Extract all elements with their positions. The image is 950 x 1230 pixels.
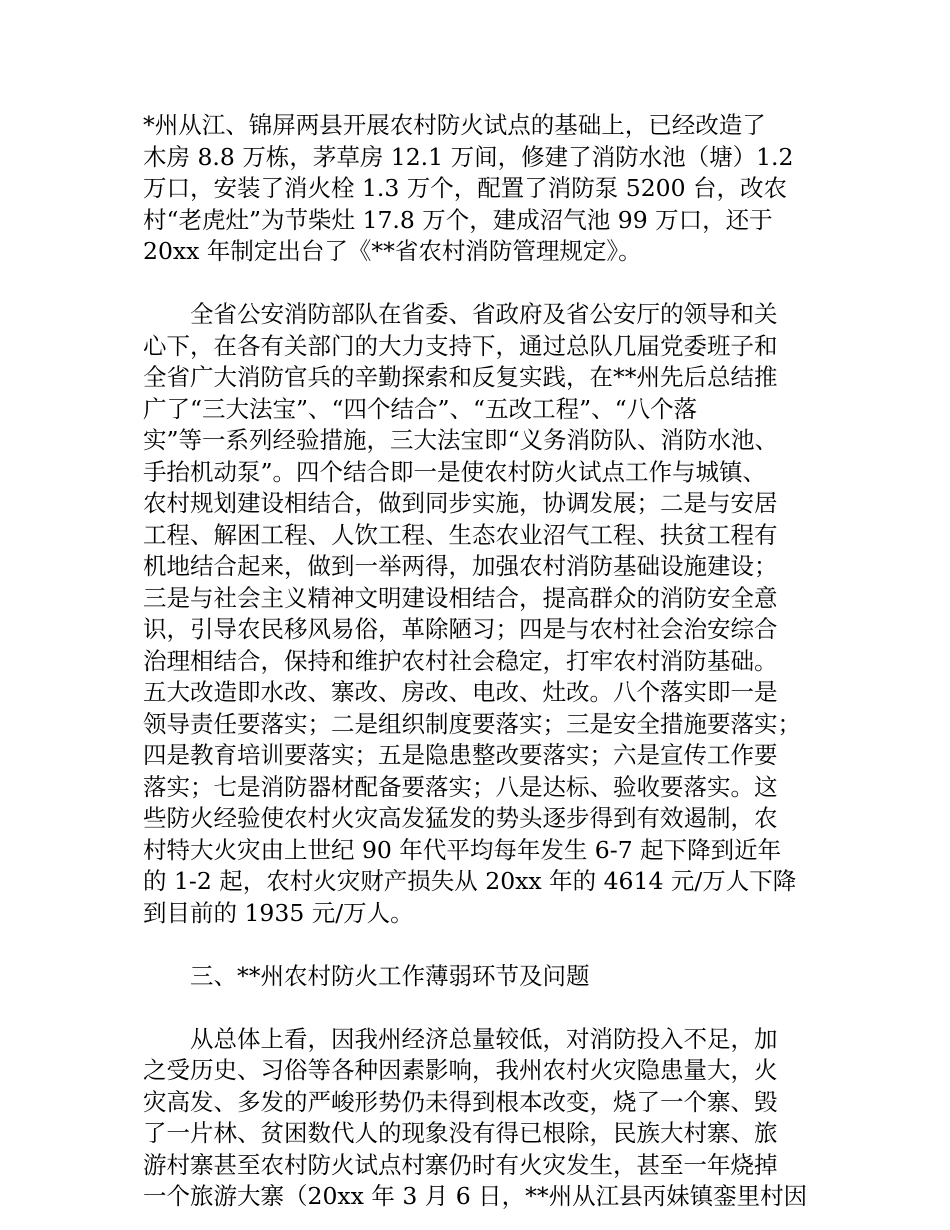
text-line: 了一片林、贫困数代人的现象没有得已根除，民族大村寨、旅 <box>143 1119 778 1147</box>
text-line: 五大改造即水改、寨改、房改、电改、灶改。八个落实即一是 <box>143 678 778 706</box>
text-line: 的 1-2 起，农村火灾财产损失从 20xx 年的 4614 元/万人下降 <box>143 867 797 895</box>
text-line: 广了“三大法宝”、“四个结合”、“五改工程”、“八个落 <box>143 394 698 423</box>
text-line: 游村寨甚至农村防火试点村寨仍时有火灾发生，甚至一年烧掉 <box>143 1150 778 1179</box>
text-line: 领导责任要落实；二是组织制度要落实；三是安全措施要落实； <box>143 709 801 738</box>
text-line: 全省公安消防部队在省委、省政府及省公安厅的领导和关 <box>143 300 778 328</box>
paragraph-2 <box>143 299 823 929</box>
paragraph-spacer <box>143 929 823 961</box>
section-heading <box>143 961 823 993</box>
text-line: 机地结合起来，做到一举两得，加强农村消防基础设施建设； <box>143 552 778 580</box>
text-line: 到目前的 1935 元/万人。 <box>143 898 414 927</box>
text-line: 村“老虎灶”为节柴灶 17.8 万个，建成沼气池 99 万口，还于 <box>143 205 773 234</box>
paragraph-spacer <box>143 268 823 300</box>
text-line: 从总体上看，因我州经济总量较低，对消防投入不足，加 <box>143 1024 778 1053</box>
paragraph-spacer <box>143 992 823 1024</box>
text-line: 心下，在各有关部门的大力支持下，通过总队几届党委班子和 <box>143 331 778 360</box>
text-line: 20xx 年制定出台了《**省农村消防管理规定》。 <box>143 237 642 265</box>
text-line: 手抬机动泵”。四个结合即一是使农村防火试点工作与城镇、 <box>143 457 767 486</box>
text-line: 村特大火灾由上世纪 90 年代平均每年发生 6-7 起下降到近年 <box>143 835 782 864</box>
paragraph-1 <box>143 110 823 268</box>
heading-text: 三、**州农村防火工作薄弱环节及问题 <box>143 961 590 990</box>
text-line: 落实；七是消防器材配备要落实；八是达标、验收要落实。这 <box>143 772 778 801</box>
text-line: *州从江、锦屏两县开展农村防火试点的基础上，已经改造了 <box>143 111 766 139</box>
document-body <box>143 110 823 1213</box>
text-line: 实”等一系列经验措施，三大法宝即“义务消防队、消防水池、 <box>143 426 779 454</box>
text-line: 治理相结合，保持和维护农村社会稳定，打牢农村消防基础。 <box>143 646 778 675</box>
text-line: 全省广大消防官兵的辛勤探索和反复实践，在**州先后总结推 <box>143 363 778 391</box>
text-line: 一个旅游大寨（20xx 年 3 月 6 日，**州从江县丙妹镇銮里村因 <box>143 1182 808 1210</box>
text-line: 农村规划建设相结合，做到同步实施，协调发展；二是与安居 <box>143 489 778 517</box>
text-line: 之受历史、习俗等各种因素影响，我州农村火灾隐患量大，火 <box>143 1056 778 1084</box>
text-line: 些防火经验使农村火灾高发猛发的势头逐步得到有效遏制，农 <box>143 804 778 832</box>
text-line: 三是与社会主义精神文明建设相结合，提高群众的消防安全意 <box>143 583 778 612</box>
text-line: 灾高发、多发的严峻形势仍未得到根本改变，烧了一个寨、毁 <box>143 1087 778 1116</box>
text-line: 木房 8.8 万栋，茅草房 12.1 万间，修建了消防水池（塘）1.2 <box>143 142 794 171</box>
text-line: 万口，安装了消火栓 1.3 万个，配置了消防泵 5200 台，改农 <box>143 174 788 202</box>
text-line: 四是教育培训要落实；五是隐患整改要落实；六是宣传工作要 <box>143 741 778 769</box>
text-line: 识，引导农民移风易俗，革除陋习；四是与农村社会治安综合 <box>143 615 778 643</box>
paragraph-4 <box>143 1024 823 1213</box>
text-line: 工程、解困工程、人饮工程、生态农业沼气工程、扶贫工程有 <box>143 520 778 549</box>
